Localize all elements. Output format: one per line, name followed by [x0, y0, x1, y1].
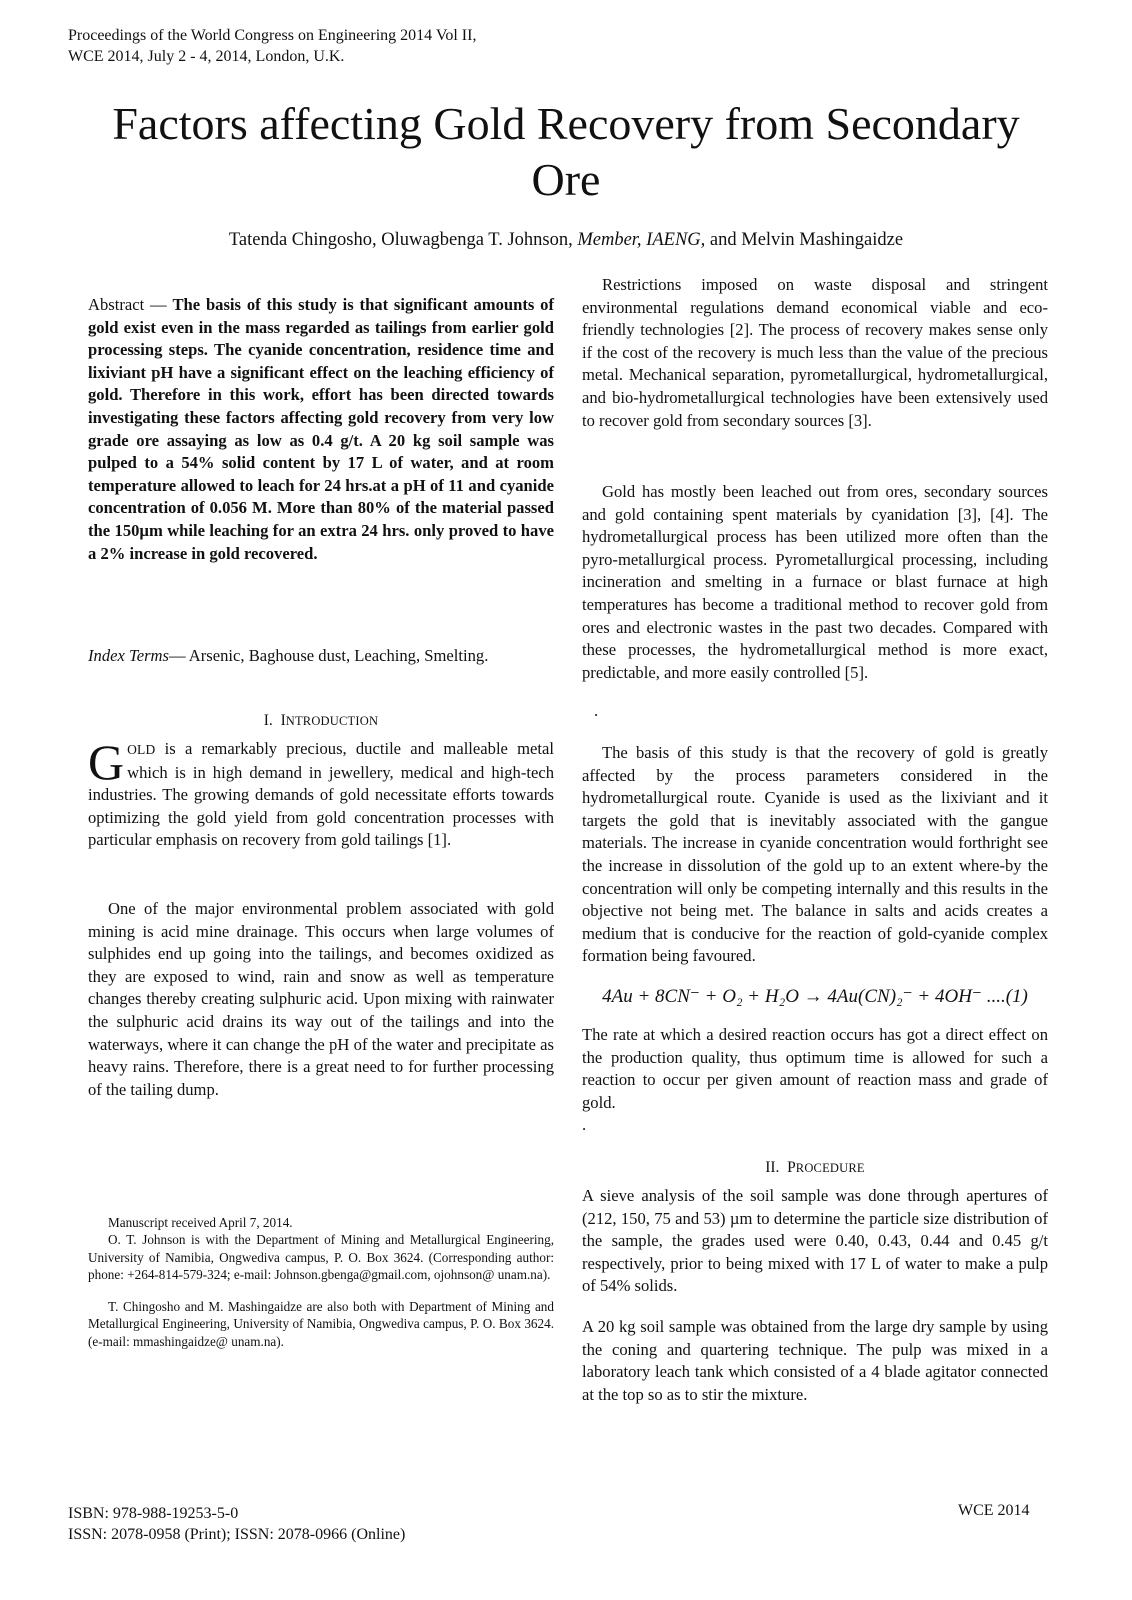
right-paragraph-1 [582, 274, 1048, 432]
stray-dot-2: . [582, 1115, 587, 1134]
procedure-paragraph-1 [582, 1185, 1048, 1298]
drop-cap: G [88, 734, 125, 790]
section-2-title-first: P [787, 1159, 796, 1176]
equation-1: 4Au + 8CN⁻ + O₂ + H₂O → 4Au(CN)₂⁻ + 4OH⁻ ....(1) [602, 986, 1028, 1007]
author-membership: Member, IAENG, [577, 230, 706, 250]
section-heading-introduction [88, 710, 554, 733]
footer-ids [68, 1503, 405, 1545]
author-line [60, 230, 1072, 251]
footnote-others: T. Chingosho and M. Mashingaidze are also both with Department of Mining and Metallurgical Engineering, University of Namibia, Ongwediva campus, P. O. Box 3624. (e-mail: mmashingaidze@ unam.na). [88, 1299, 554, 1349]
footnotes [88, 1214, 554, 1350]
intro-smallcaps: OLD [127, 742, 156, 757]
running-header [68, 25, 476, 67]
footer-conference: WCE 2014 [958, 1502, 1030, 1519]
intro-p2-text: One of the major environmental problem associated with gold mining is acid mine drainage. This occurs when large volumes of sulphides end up going into the tailings, and becomes oxidized as they are exposed to wind, rain and snow as well as temperature changes thereby creating sulphuric acid. Upon mixing with rainwater the sulphuric acid drains its way out of the tailings and into the waterways, where it can change the pH of the water and precipitate as heavy rains. Therefore, there is a great need to for further processing of the tailing dump. [88, 899, 554, 1099]
right-paragraph-2 [582, 481, 1048, 684]
stray-dot-1: . [594, 701, 599, 720]
section-1-title-first: I [280, 712, 286, 729]
section-1-title-rest: NTRODUCTION [285, 714, 379, 728]
author-names-a: Tatenda Chingosho, Oluwagbenga T. Johnson, [228, 230, 573, 250]
index-terms [88, 645, 554, 668]
author-names-b: and Melvin Mashingaidze [709, 230, 904, 250]
procedure-p1-text: A sieve analysis of the soil sample was done through apertures of (212, 150, 75 and 53) µm to determine the particle size distribution of the sample, the grades used were 0.40, 0.43, 0.44 and 0.45 g/t respectively, prior to being mixed with 17 L of water to make a pulp of 54% solids. [582, 1186, 1048, 1296]
section-2-title-rest: ROCEDURE [795, 1161, 865, 1175]
section-1-number: I. [263, 712, 273, 729]
right-p3-text: The basis of this study is that the recovery of gold is greatly affected by the process parameters considered in the hydrometallurgical route. Cyanide is used as the lixiviant and it targets the gold that is inevitably associated with the gangue materials. The increase in cyanide concentration would forthright see the increase in dissolution of the gold up to an extent where-by the concentration will only be competing internally and this results in the objective not being met. The balance in salts and acids creates a medium that is conducive for the reaction of gold-cyanide complex formation being favoured. [582, 743, 1048, 966]
intro-p1-text: is a remarkably precious, ductile and malleable metal which is in high demand in jewellery, medical and high-tech industries. The growing demands of gold necessitate efforts towards optimizing the gold yield from gold concentration processes with particular emphasis on recovery from gold tailings [1]. [88, 739, 554, 850]
right-p1-text: Restrictions imposed on waste disposal and stringent environmental regulations demand economical viable and eco-friendly technologies [2]. The process of recovery makes sense only if the cost of the recovery is much less than the value of the precious metal. Mechanical separation, pyrometallurgical, hydrometallurgical, and bio-hydrometallurgical technologies have been extensively used to recover gold from secondary sources [3]. [582, 275, 1048, 430]
intro-paragraph-2 [88, 898, 554, 1101]
right-paragraph-3 [582, 742, 1048, 968]
intro-paragraph-1 [88, 734, 554, 852]
index-terms-text: — Arsenic, Baghouse dust, Leaching, Smelting. [168, 646, 489, 665]
title-line-2: Ore [531, 154, 601, 205]
right-paragraph-4 [582, 1024, 1048, 1114]
footer-isbn: ISBN: 978-988-19253-5-0 [68, 1505, 239, 1522]
right-p4-text: The rate at which a desired reaction occurs has got a direct effect on the production quality, thus optimum time is allowed for such a reaction to occur per given amount of reaction mass and grade of gold. [582, 1025, 1048, 1112]
header-line-1: Proceedings of the World Congress on Engineering 2014 Vol II, [68, 27, 477, 44]
title-line-1: Factors affecting Gold Recovery from Secondary [112, 98, 1020, 149]
paper-title [60, 96, 1072, 208]
header-line-2: WCE 2014, July 2 - 4, 2014, London, U.K. [68, 48, 345, 65]
right-p2-text: Gold has mostly been leached out from ores, secondary sources and gold containing spent materials by cyanidation [3], [4]. The hydrometallurgical process has been utilized more often than the pyro-metallurgical process. Pyrometallurgical processing, including incineration and smelting in a furnace or blast furnace at high temperatures has become a traditional method to recover gold from ores and electronic wastes in the past two decades. Compared with these processes, the hydrometallurgical method is more exact, predictable, and more easily controlled [5]. [582, 482, 1048, 682]
procedure-p2-text: A 20 kg soil sample was obtained from the large dry sample by using the coning and quartering technique. The pulp was mixed in a laboratory leach tank which consisted of a 4 blade agitator connected at the top so as to stir the mixture. [582, 1317, 1048, 1404]
section-2-number: II. [765, 1159, 780, 1176]
index-terms-label: Index Terms [88, 646, 169, 665]
footnote-received: Manuscript received April 7, 2014. [108, 1215, 293, 1230]
abstract-label: Abstract — [88, 295, 167, 314]
footer-issn: ISSN: 2078-0958 (Print); ISSN: 2078-0966 (Online) [68, 1526, 406, 1543]
section-heading-procedure [582, 1157, 1048, 1180]
abstract-text: The basis of this study is that significant amounts of gold exist even in the mass regarded as tailings from earlier gold processing steps. The cyanide concentration, residence time and lixiviant pH have a significant effect on the leaching efficiency of gold. Therefore in this work, effort has been directed towards investigating these factors affecting gold recovery from very low grade ore assaying as low as 0.4 g/t. A 20 kg soil sample was pulped to a 54% solid content by 17 L of water, and at room temperature allowed to leach for 24 hrs.at a pH of 11 and cyanide concentration of 0.056 M. More than 80% of the material passed the 150µm while leaching for an extra 24 hrs. only proved to have a 2% increase in gold recovered. [88, 295, 555, 563]
footnote-johnson: O. T. Johnson is with the Department of Mining and Metallurgical Engineering, University of Namibia, Ongwediva campus, P. O. Box 3624. (Corresponding author: phone: +264-814-579-324; e-mail: Johnson.gbenga@gmail.com, ojohnson@ unam.na). [88, 1232, 554, 1282]
procedure-paragraph-2 [582, 1316, 1048, 1406]
abstract [88, 294, 554, 565]
